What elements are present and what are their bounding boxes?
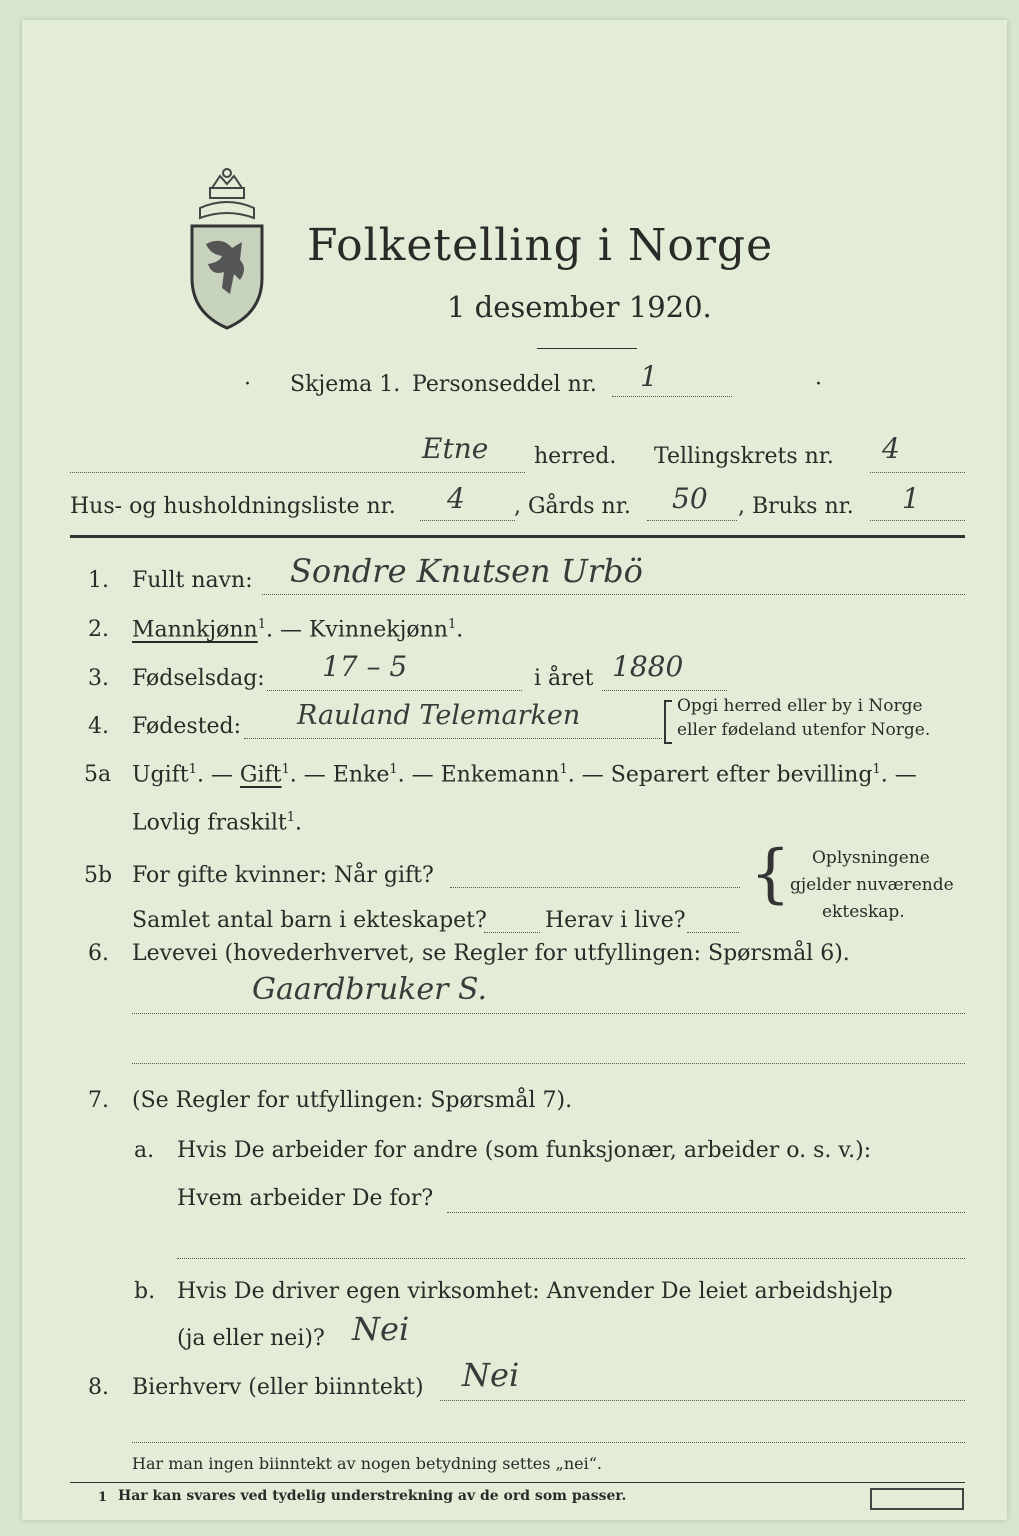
title-divider <box>537 348 637 349</box>
q5a-line2-end: . <box>295 810 303 836</box>
q7a-line2 <box>177 1258 965 1259</box>
herred-line <box>70 472 525 473</box>
q3-line <box>267 690 522 691</box>
q3-value[interactable]: 17 – 5 <box>322 650 408 683</box>
q5a-enke[interactable]: . — Enke <box>289 762 390 788</box>
q5b-children-line <box>484 932 540 933</box>
q6-number: 6. <box>88 941 109 966</box>
q7a-text1: Hvis De arbeider for andre (som funksjonær, arbeider o. s. v.): <box>177 1138 872 1163</box>
q5b-alive-line <box>687 932 739 933</box>
q5a-sup5: 1 <box>872 762 881 777</box>
tellingskrets-line <box>870 472 965 473</box>
q7-number: 7. <box>88 1088 109 1113</box>
footnote-text: Har kan svares ved tydelig understrekning av de ord som passer. <box>118 1488 627 1504</box>
extra-line <box>132 1442 965 1443</box>
q3-number: 3. <box>88 666 109 691</box>
personseddel-line <box>612 396 732 397</box>
q6-line1 <box>132 1013 965 1014</box>
q1-number: 1. <box>88 568 109 593</box>
q5b-children-label: Samlet antal barn i ekteskapet? <box>132 908 487 933</box>
q7b-text2: (ja eller nei)? <box>177 1326 325 1351</box>
q2-end: . <box>456 617 464 643</box>
hus-value[interactable]: 4 <box>447 482 465 515</box>
q2-sup2: 1 <box>447 617 457 632</box>
q5a-ugift[interactable]: Ugift <box>132 762 189 788</box>
section-divider <box>70 535 965 538</box>
q7b-value[interactable]: Nei <box>352 1310 410 1348</box>
q5a-number: 5a <box>84 762 112 787</box>
q4-number: 4. <box>88 714 109 739</box>
q5b-number: 5b <box>84 863 113 888</box>
q5a-sup3: 1 <box>389 762 398 777</box>
q5b-married-line <box>450 887 740 888</box>
q7a-letter: a. <box>134 1138 155 1163</box>
census-form <box>22 20 1007 1520</box>
q2-sup1: 1 <box>257 617 266 632</box>
q8-line <box>440 1400 965 1401</box>
q8-label: Bierhverv (eller biinntekt) <box>132 1375 424 1400</box>
q2-separator: . — Kvinnekjønn <box>266 617 448 643</box>
q4-note-line2: eller fødeland utenfor Norge. <box>677 720 931 740</box>
gards-label: , Gårds nr. <box>514 494 631 519</box>
q5a-enkemann[interactable]: . — Enkemann <box>397 762 560 788</box>
q6-value[interactable]: Gaardbruker S. <box>252 972 487 1007</box>
q5a-sup4: 1 <box>559 762 568 777</box>
gards-line <box>647 520 737 521</box>
q3-year-line <box>602 690 727 691</box>
bruks-label: , Bruks nr. <box>738 494 854 519</box>
q1-label: Fullt navn: <box>132 568 253 593</box>
form-title: Folketelling i Norge <box>307 220 774 271</box>
q5a-sup2: 1 <box>281 762 290 777</box>
q8-value[interactable]: Nei <box>462 1356 520 1394</box>
footnote-divider <box>70 1482 965 1483</box>
gards-value[interactable]: 50 <box>672 482 708 515</box>
tellingskrets-value[interactable]: 4 <box>882 432 900 465</box>
q1-value[interactable]: Sondre Knutsen Urbö <box>290 552 643 590</box>
q1-line <box>262 594 965 595</box>
q5a-fraskilt[interactable]: Lovlig fraskilt <box>132 810 287 836</box>
q5b-brace: { <box>750 837 791 911</box>
q5a-sup6: 1 <box>286 810 296 825</box>
q5b-note-line1: Oplysningene <box>812 848 930 868</box>
q4-label: Fødested: <box>132 714 242 739</box>
personseddel-label: Personseddel nr. <box>412 372 597 397</box>
q2-male-option[interactable]: Mannkjønn <box>132 617 258 643</box>
q7-label: (Se Regler for utfyllingen: Spørsmål 7). <box>132 1088 573 1113</box>
herred-label: herred. <box>534 444 617 469</box>
q5a-options <box>132 762 917 787</box>
form-date: 1 desember 1920. <box>447 290 712 324</box>
q5b-alive-label: Herav i live? <box>545 908 686 933</box>
herred-value[interactable]: Etne <box>422 432 489 465</box>
q5a-line2 <box>132 810 302 835</box>
q7a-text2: Hvem arbeider De for? <box>177 1186 434 1211</box>
hus-label: Hus- og husholdningsliste nr. <box>70 494 396 519</box>
q5a-separert[interactable]: . — Separert efter bevilling <box>567 762 873 788</box>
bruks-line <box>870 520 965 521</box>
q8-number: 8. <box>88 1375 109 1400</box>
q7b-letter: b. <box>134 1279 156 1304</box>
q4-value[interactable]: Rauland Telemarken <box>297 700 581 731</box>
coat-of-arms-icon <box>182 168 272 333</box>
bullet-dot-right: · <box>815 372 822 397</box>
q5a-gift[interactable]: Gift <box>239 762 282 788</box>
q5b-married-label: For gifte kvinner: Når gift? <box>132 863 434 888</box>
q7a-line1 <box>447 1212 965 1213</box>
q5a-end: . — <box>880 762 917 788</box>
q4-note-line1: Opgi herred eller by i Norge <box>677 696 923 716</box>
printer-stamp <box>870 1488 964 1510</box>
tellingskrets-label: Tellingskrets nr. <box>654 444 834 469</box>
q5a-sep1: . — <box>196 762 240 788</box>
q2-number: 2. <box>88 617 109 642</box>
q4-line <box>244 738 662 739</box>
q3-label: Fødselsdag: <box>132 666 265 691</box>
q5b-note-line3: ekteskap. <box>822 902 905 922</box>
q6-label: Levevei (hovederhvervet, se Regler for utfyllingen: Spørsmål 6). <box>132 941 850 966</box>
q2-options <box>132 617 463 642</box>
q5b-note-line2: gjelder nuværende <box>790 875 954 895</box>
q5a-sup1: 1 <box>188 762 197 777</box>
q3-year-value[interactable]: 1880 <box>612 650 684 683</box>
hus-line <box>420 520 515 521</box>
q3-year-label: i året <box>534 666 594 691</box>
footer-note: Har man ingen biinntekt av nogen betydning settes „nei“. <box>132 1454 602 1473</box>
schema-label: Skjema 1. <box>290 372 401 397</box>
q4-bracket <box>664 700 672 744</box>
q7b-text1: Hvis De driver egen virksomhet: Anvender De leiet arbeidshjelp <box>177 1279 893 1304</box>
bullet-dot: · <box>244 372 251 397</box>
footnote-mark: 1 <box>98 1490 108 1505</box>
bruks-value[interactable]: 1 <box>902 482 920 515</box>
q6-line2 <box>132 1063 965 1064</box>
personseddel-value[interactable]: 1 <box>640 360 658 393</box>
